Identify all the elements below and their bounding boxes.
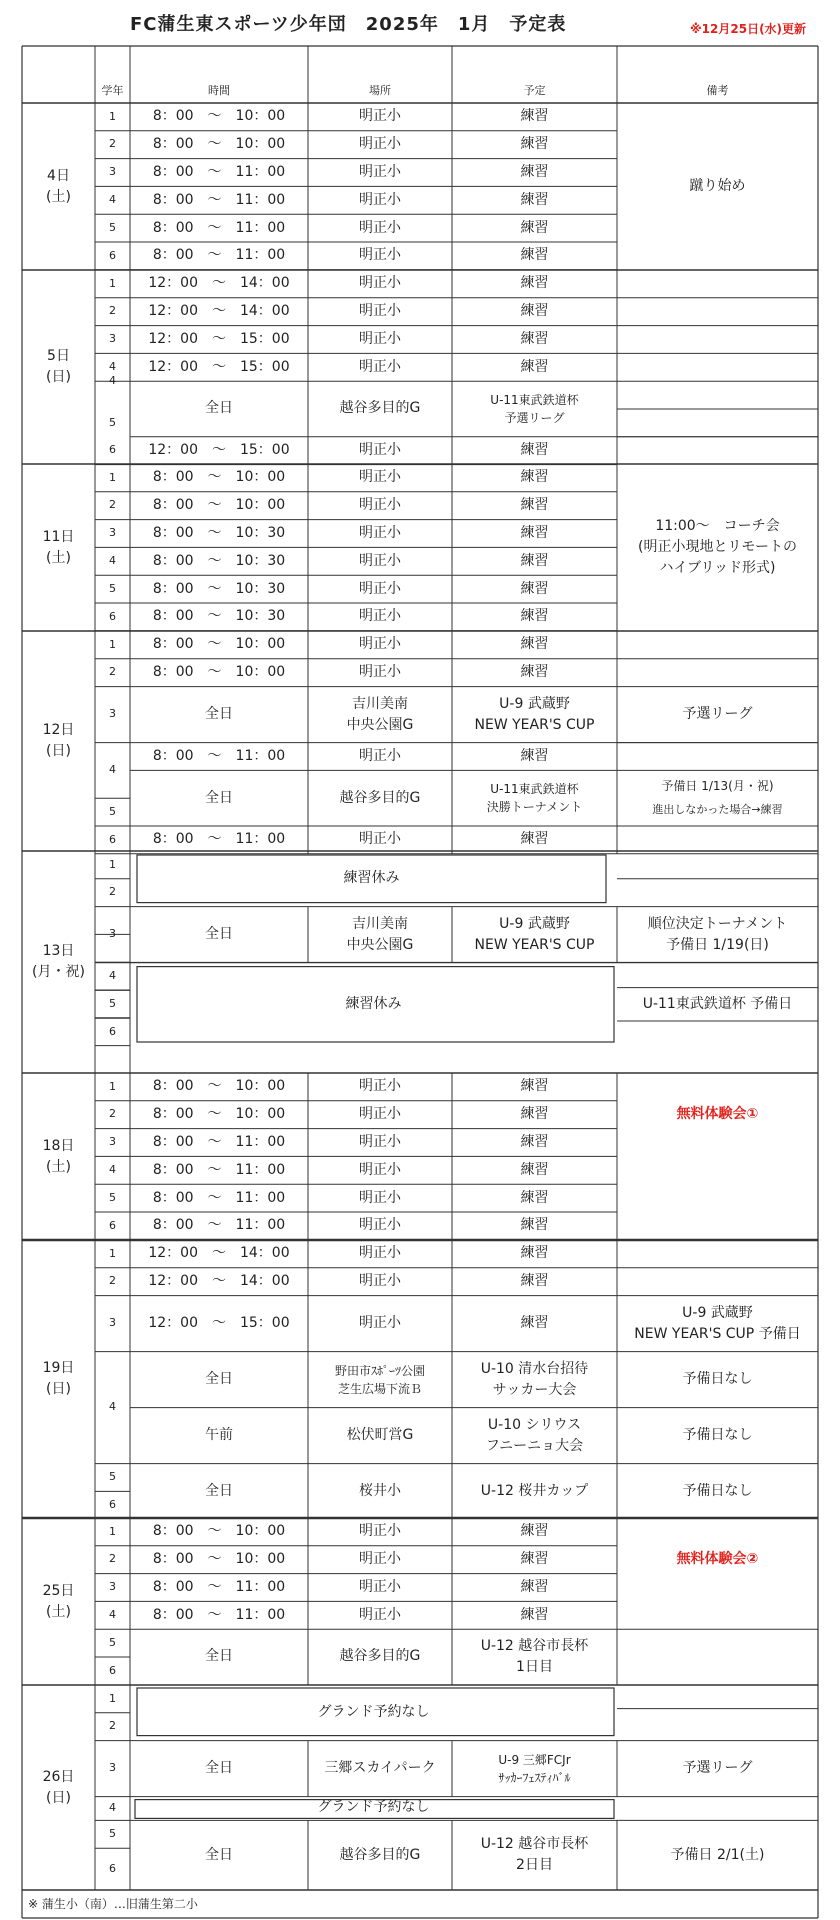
grade-number: 4 [109,1801,116,1815]
grade-number: 1 [109,1524,116,1538]
place-cell: 吉川美南 中央公園G [346,695,414,733]
plan-cell: U-12 桜井カップ [480,1482,589,1499]
grade-number: 5 [109,220,116,234]
place-cell: 越谷多目的G [339,789,421,806]
grade-number: 3 [109,526,116,540]
time-cell: 12：00 ～ 14：00 [148,275,290,292]
place-cell: 明正小 [359,580,401,597]
time-cell: 12：00 ～ 14：00 [148,1273,290,1290]
grade-number: 6 [109,248,116,262]
plan-cell: U-11東武鉄道杯 予選リーグ [490,392,579,425]
plan-cell: 練習 [520,1106,549,1123]
plan-cell: 練習 [520,831,549,848]
place-cell: 明正小 [359,664,401,681]
plan-cell: 練習 [520,358,549,375]
grade-number: 6 [109,1663,116,1677]
time-cell: 8：00 ～ 10：30 [152,608,286,625]
note-cell: 予選リーグ [682,1760,753,1777]
grade-number: 4 [109,969,116,983]
place-cell: 吉川美南 中央公園G [346,915,414,953]
time-cell: 全日 [205,926,233,943]
plan-cell: 練習 [520,1315,549,1332]
place-cell: 明正小 [359,358,401,375]
col-time-header: 時間 [208,83,230,97]
place-cell: 明正小 [359,1578,401,1595]
plan-cell: U-10 清水台招待 サッカー大会 [480,1360,589,1398]
time-cell: 12：00 ～ 14：00 [148,1245,290,1262]
col-place-header: 場所 [369,83,391,97]
time-cell: 12：00 ～ 14：00 [148,303,290,320]
grade-number: 4 [109,360,116,374]
time-cell: 全日 [205,1482,233,1499]
time-cell: 8：00 ～ 11：00 [152,191,286,208]
no-ground-banner-text: グランド予約なし [317,1798,430,1815]
place-cell: 野田市ｽﾎﾟｰﾂ公園 芝生広場下流Ｂ [334,1363,425,1396]
grade-number: 2 [109,885,116,899]
grade-number: 2 [109,1552,116,1566]
grade-number: 2 [109,137,116,151]
grade-number: 4 [109,373,116,387]
place-cell: 明正小 [359,524,401,541]
place-cell: 明正小 [359,831,401,848]
place-cell: 明正小 [359,108,401,125]
time-cell: 8：00 ～ 11：00 [152,1578,286,1595]
place-cell: 明正小 [359,219,401,236]
grade-number: 4 [109,1163,116,1177]
place-cell: 明正小 [359,1106,401,1123]
grade-number: 1 [109,637,116,651]
col-grade-header: 学年 [101,83,124,97]
place-cell: 明正小 [359,1606,401,1623]
place-cell: 明正小 [359,747,401,764]
grade-number: 1 [109,470,116,484]
place-cell: 松伏町営G [346,1427,414,1444]
place-cell: 明正小 [359,497,401,514]
grade-number: 5 [109,1190,116,1204]
place-cell: 明正小 [359,1133,401,1150]
grade-number: 3 [109,332,116,346]
place-cell: 明正小 [359,275,401,292]
place-cell: 越谷多目的G [339,1648,421,1665]
plan-cell: 練習 [520,1133,549,1150]
grade-number: 1 [109,109,116,123]
plan-cell: 練習 [520,330,549,347]
plan-cell: 練習 [520,108,549,125]
grade-number: 6 [109,832,116,846]
time-cell: 全日 [205,1760,233,1777]
place-cell: 桜井小 [359,1482,401,1499]
plan-cell: U-12 越谷市長杯 2日目 [480,1836,589,1874]
time-cell: 8：00 ～ 11：00 [152,1189,286,1206]
time-cell: 8：00 ～ 10：30 [152,524,286,541]
rest-banner-text: 練習休み [343,870,400,887]
grade-number: 5 [109,997,116,1011]
day-label: 11日 (土) [42,528,75,566]
footnote: ※ 蒲生小（南）…旧蒲生第二小 [28,1897,198,1911]
place-cell: 明正小 [359,163,401,180]
time-cell: 8：00 ～ 11：00 [152,163,286,180]
grade-number: 4 [109,554,116,568]
note-cell: U-11東武鉄道杯 予備日 [642,995,793,1012]
place-cell: 明正小 [359,1523,401,1540]
updated-notice: ※12月25日(水)更新 [690,22,807,36]
rest-banner-text: 練習休み [345,995,402,1012]
note-cell: U-9 武蔵野 NEW YEAR'S CUP 予備日 [634,1304,801,1342]
plan-cell: 練習 [520,747,549,764]
note-cell: 順位決定トーナメント 予備日 1/19(日) [647,915,788,953]
time-cell: 8：00 ～ 10：00 [152,664,286,681]
grade-number: 3 [109,1761,116,1775]
day-label: 26日 (日) [42,1768,75,1806]
time-cell: 全日 [205,789,233,806]
plan-cell: 練習 [520,1078,549,1095]
note-cell: 予備日なし [682,1482,753,1499]
time-cell: 全日 [205,1371,233,1388]
note-cell: 進出しなかった場合→練習 [652,802,783,816]
grade-number: 3 [109,165,116,179]
grade-number: 4 [109,193,116,207]
grade-number: 2 [109,304,116,318]
day-label: 25日 (土) [42,1582,75,1620]
plan-cell: 練習 [520,1551,549,1568]
time-cell: 8：00 ～ 11：00 [152,831,286,848]
plan-cell: 練習 [520,219,549,236]
plan-cell: 練習 [520,580,549,597]
time-cell: 8：00 ～ 10：00 [152,1106,286,1123]
plan-cell: 練習 [520,1273,549,1290]
note-cell: 11:00～ コーチ会 (明正小現地とリモートの ハイブリッド形式) [638,517,797,576]
plan-cell: 練習 [520,191,549,208]
note-cell: 無料体験会① [676,1106,759,1123]
plan-cell: 練習 [520,1523,549,1540]
grade-number: 2 [109,1719,116,1733]
place-cell: 明正小 [359,608,401,625]
plan-cell: 練習 [520,442,549,459]
time-cell: 午前 [205,1427,233,1444]
plan-cell: U-9 三郷FCJr ｻｯｶｰﾌｪｽﾃｨﾊﾞﾙ [498,1752,571,1785]
time-cell: 8：00 ～ 11：00 [152,747,286,764]
grade-number: 1 [109,857,116,871]
plan-cell: 練習 [520,469,549,486]
note-cell: 予備日 1/13(月・祝) [661,779,774,794]
time-cell: 12：00 ～ 15：00 [148,330,290,347]
grade-number: 2 [109,498,116,512]
time-cell: 全日 [205,1846,233,1863]
plan-cell: 練習 [520,1189,549,1206]
plan-cell: 練習 [520,275,549,292]
time-cell: 8：00 ～ 11：00 [152,1606,286,1623]
grade-number: 2 [109,1107,116,1121]
time-cell: 全日 [205,706,233,723]
time-cell: 8：00 ～ 10：00 [152,108,286,125]
grade-number: 4 [109,1400,116,1414]
col-note-header: 備考 [706,83,729,97]
grade-number: 6 [109,1218,116,1232]
grade-number: 1 [109,1246,116,1260]
col-plan-header: 予定 [523,83,546,97]
time-cell: 8：00 ～ 11：00 [152,247,286,264]
grade-number: 1 [109,1691,116,1705]
time-cell: 8：00 ～ 10：00 [152,497,286,514]
note-cell: 予備日なし [682,1427,753,1444]
place-cell: 三郷スカイパーク [324,1760,436,1777]
time-cell: 8：00 ～ 10：00 [152,1551,286,1568]
plan-cell: 練習 [520,1161,549,1178]
day-label: 19日 (日) [42,1360,75,1397]
plan-cell: 練習 [520,303,549,320]
place-cell: 明正小 [359,1078,401,1095]
grade-number: 5 [109,1827,116,1841]
note-cell: 蹴り始め [689,177,746,194]
day-label: 13日 (月・祝) [32,943,85,980]
grade-number: 6 [109,1498,116,1512]
grade-number: 3 [109,1135,116,1149]
day-label: 4日 (土) [46,167,71,205]
grade-number: 4 [109,1608,116,1622]
plan-cell: 練習 [520,664,549,681]
time-cell: 8：00 ～ 10：00 [152,1523,286,1540]
place-cell: 明正小 [359,1161,401,1178]
grade-number: 2 [109,665,116,679]
plan-cell: 練習 [520,497,549,514]
grade-number: 3 [109,1316,116,1330]
time-cell: 全日 [205,1648,233,1665]
time-cell: 8：00 ～ 11：00 [152,1217,286,1234]
plan-cell: 練習 [520,608,549,625]
grade-number: 5 [109,415,116,429]
place-cell: 明正小 [359,1217,401,1234]
grade-number: 3 [109,927,116,941]
place-cell: 明正小 [359,442,401,459]
plan-cell: U-9 武蔵野 NEW YEAR'S CUP [474,695,595,733]
plan-cell: 練習 [520,1578,549,1595]
grade-number: 2 [109,1274,116,1288]
plan-cell: U-9 武蔵野 NEW YEAR'S CUP [474,915,595,953]
plan-cell: 練習 [520,163,549,180]
place-cell: 明正小 [359,136,401,153]
place-cell: 明正小 [359,636,401,653]
time-cell: 8：00 ～ 11：00 [152,1161,286,1178]
time-cell: 8：00 ～ 11：00 [152,219,286,236]
no-ground-banner-text: グランド予約なし [317,1704,430,1721]
grade-number: 6 [109,1024,116,1038]
time-cell: 8：00 ～ 10：00 [152,136,286,153]
grade-number: 5 [109,804,116,818]
note-cell: 予備日 2/1(土) [670,1846,765,1863]
place-cell: 明正小 [359,303,401,320]
plan-cell: 練習 [520,247,549,264]
place-cell: 明正小 [359,191,401,208]
grade-number: 1 [109,276,116,290]
time-cell: 8：00 ～ 10：00 [152,1078,286,1095]
place-cell: 明正小 [359,1315,401,1332]
grade-number: 5 [109,581,116,595]
grade-number: 6 [109,609,116,623]
place-cell: 明正小 [359,330,401,347]
place-cell: 明正小 [359,1245,401,1262]
plan-cell: 練習 [520,1606,549,1623]
time-cell: 12：00 ～ 15：00 [148,358,290,375]
place-cell: 明正小 [359,247,401,264]
plan-cell: 練習 [520,524,549,541]
day-label: 5日 (日) [46,348,71,385]
day-label: 18日 (土) [42,1137,75,1175]
plan-cell: U-11東武鉄道杯 決勝トーナメント [486,782,583,815]
plan-cell: 練習 [520,636,549,653]
time-cell: 12：00 ～ 15：00 [148,442,290,459]
grade-number: 6 [109,1861,116,1875]
page-title: FC蒲生東スポーツ少年団 2025年 1月 予定表 [130,14,567,35]
grade-number: 6 [109,443,116,457]
time-cell: 8：00 ～ 10：00 [152,469,286,486]
note-cell: 無料体験会② [676,1551,759,1568]
grade-number: 1 [109,1079,116,1093]
plan-cell: 練習 [520,1245,549,1262]
place-cell: 明正小 [359,469,401,486]
time-cell: 8：00 ～ 11：00 [152,1133,286,1150]
plan-cell: 練習 [520,136,549,153]
grade-number: 3 [109,1580,116,1594]
grade-number: 3 [109,707,116,721]
place-cell: 明正小 [359,1551,401,1568]
plan-cell: U-12 越谷市長杯 1日目 [480,1637,589,1675]
time-cell: 8：00 ～ 10：30 [152,552,286,569]
time-cell: 12：00 ～ 15：00 [148,1315,290,1332]
note-cell: 予選リーグ [682,706,753,723]
place-cell: 明正小 [359,552,401,569]
note-cell: 予備日なし [682,1371,753,1388]
grade-number: 4 [109,763,116,777]
grade-number: 5 [109,1470,116,1484]
plan-cell: 練習 [520,552,549,569]
plan-cell: 練習 [520,1217,549,1234]
place-cell: 明正小 [359,1273,401,1290]
time-cell: 8：00 ～ 10：00 [152,636,286,653]
place-cell: 越谷多目的G [339,1846,421,1863]
day-label: 12日 (日) [42,722,75,759]
place-cell: 越谷多目的G [339,400,421,417]
place-cell: 明正小 [359,1189,401,1206]
plan-cell: U-10 シリウス フニーニョ大会 [485,1416,584,1454]
grade-number: 5 [109,1635,116,1649]
time-cell: 全日 [205,400,233,417]
time-cell: 8：00 ～ 10：30 [152,580,286,597]
